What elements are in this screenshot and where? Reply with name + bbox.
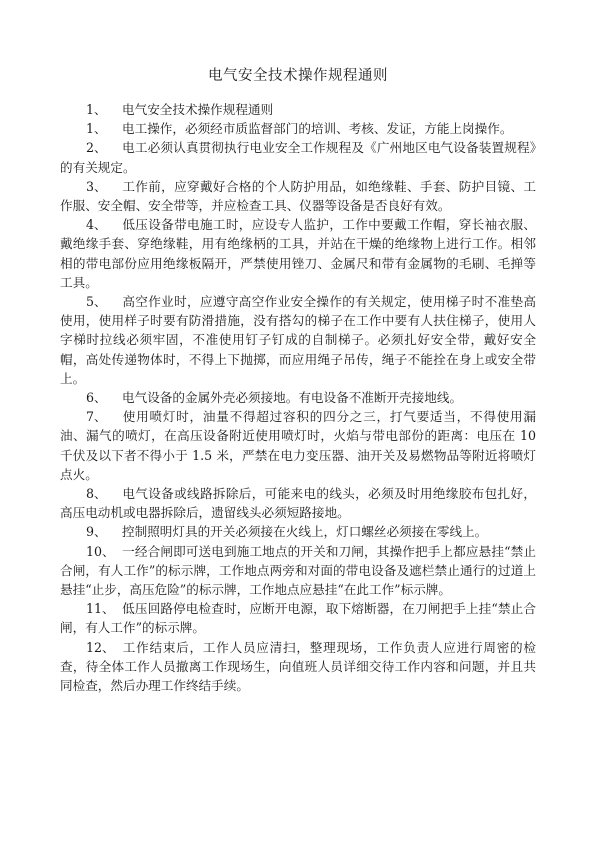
paragraph-number: 3、 <box>86 178 107 194</box>
paragraph <box>60 292 536 388</box>
paragraph-text: 低压设备带电施工时，应设专人监护，工作中要戴工作帽，穿长袖衣服、戴绝缘手套、穿绝缘鞋，用有绝缘柄的工具，并站在干燥的绝缘物上进行工作。相邻相的带电部份应用绝缘板隔开，严禁使用锉刀、金属尺和带有金属物的毛刷、毛掸等工具。 <box>60 217 536 290</box>
document-body <box>60 100 536 695</box>
paragraph <box>60 484 536 522</box>
paragraph-number: 8、 <box>86 486 107 502</box>
paragraph <box>60 638 536 696</box>
paragraph-number: 11、 <box>86 601 115 617</box>
paragraph-text: 电气设备的金属外壳必须接地。有电设备不准断开壳接地线。 <box>122 390 463 406</box>
paragraph <box>60 138 536 176</box>
paragraph-number: 2、 <box>86 140 107 156</box>
paragraph-number: 1、 <box>86 102 107 117</box>
paragraph <box>60 522 536 541</box>
paragraph-number: 12、 <box>86 639 115 655</box>
paragraph <box>60 599 536 637</box>
paragraph <box>60 542 536 600</box>
paragraph-text: 使用喷灯时，油量不得超过容积的四分之三，打气要适当，不得使用漏油、漏气的喷灯，在高压设备附近使用喷灯时，火焰与带电部份的距离：电压在 10 千伏及以下者不得小于 1.5 米，严禁在电力变压器、油开关及易燃物品等附近将喷灯点火。 <box>60 409 536 482</box>
paragraph <box>60 407 536 484</box>
paragraph-text: 电气设备或线路拆除后，可能来电的线头，必须及时用绝缘胶布包扎好，高压电动机或电器拆除后，遗留线头必须短路接地。 <box>60 486 536 521</box>
paragraph-number: 10、 <box>86 543 115 559</box>
paragraph-text: 电工操作，必须经市质监督部门的培训、考核、发证，方能上岗操作。 <box>122 121 513 137</box>
paragraph-number: 5、 <box>86 294 107 310</box>
paragraph-text: 电工必须认真贯彻执行电业安全工作规程及《广州地区电气设备装置规程》的有关规定。 <box>60 140 536 175</box>
paragraph-number: 7、 <box>86 409 107 425</box>
paragraph <box>60 388 536 407</box>
paragraph <box>60 100 536 119</box>
paragraph <box>60 215 536 292</box>
paragraph <box>60 119 536 138</box>
paragraph-number: 6、 <box>86 390 107 406</box>
document-page <box>60 66 536 695</box>
paragraph <box>60 177 536 215</box>
paragraph-text: 电气安全技术操作规程通则 <box>122 102 274 117</box>
paragraph-text: 工作前，应穿戴好合格的个人防护用品，如绝缘鞋、手套、防护目镜、工作服、安全帽、安全带等，并应检查工具、仪器等设备是否良好有效。 <box>60 178 536 214</box>
document-title: 电气安全技术操作规程通则 <box>208 68 388 84</box>
paragraph-text: 工作结束后，工作人员应清扫，整理现场，工作负责人应进行周密的检查，待全体工作人员撤离工作现场生，向值班人员详细交待工作内容和问题，并且共同检查，然后办理工作终结手续。 <box>60 639 536 694</box>
paragraph-number: 4、 <box>86 217 107 233</box>
paragraph-text: 控制照明灯具的开关必须接在火线上，灯口螺丝必须接在零线上。 <box>122 524 488 540</box>
paragraph-text: 低压回路停电检查时，应断开电源，取下熔断器，在刀闸把手上挂“禁止合闸，有人工作”的标示牌。 <box>60 601 536 636</box>
paragraph-text: 一经合闸即可送电到施工地点的开关和刀闸，其操作把手上都应悬挂“禁止合闸，有人工作”的标示牌，工作地点两旁和对面的带电设备及遮栏禁止通行的过道上悬挂“止步，高压危险”的标示牌，工作地点应悬挂“在此工作”标示牌。 <box>60 543 536 598</box>
paragraph-number: 1、 <box>86 121 107 137</box>
paragraph-text: 高空作业时，应遵守高空作业安全操作的有关规定，使用梯子时不准垫高使用，使用样子时要有防滑措施，没有搭勾的梯子在工作中要有人扶住梯子，使用人字梯时拉线必须牢固，不准使用钉子钉成的自制梯子。必须扎好安全带，戴好安全帽，高处传递物体时，不得上下抛掷，而应用绳子吊传，绳子不能拴在身上或安全带上。 <box>60 294 536 386</box>
paragraph-number: 9、 <box>86 524 107 540</box>
